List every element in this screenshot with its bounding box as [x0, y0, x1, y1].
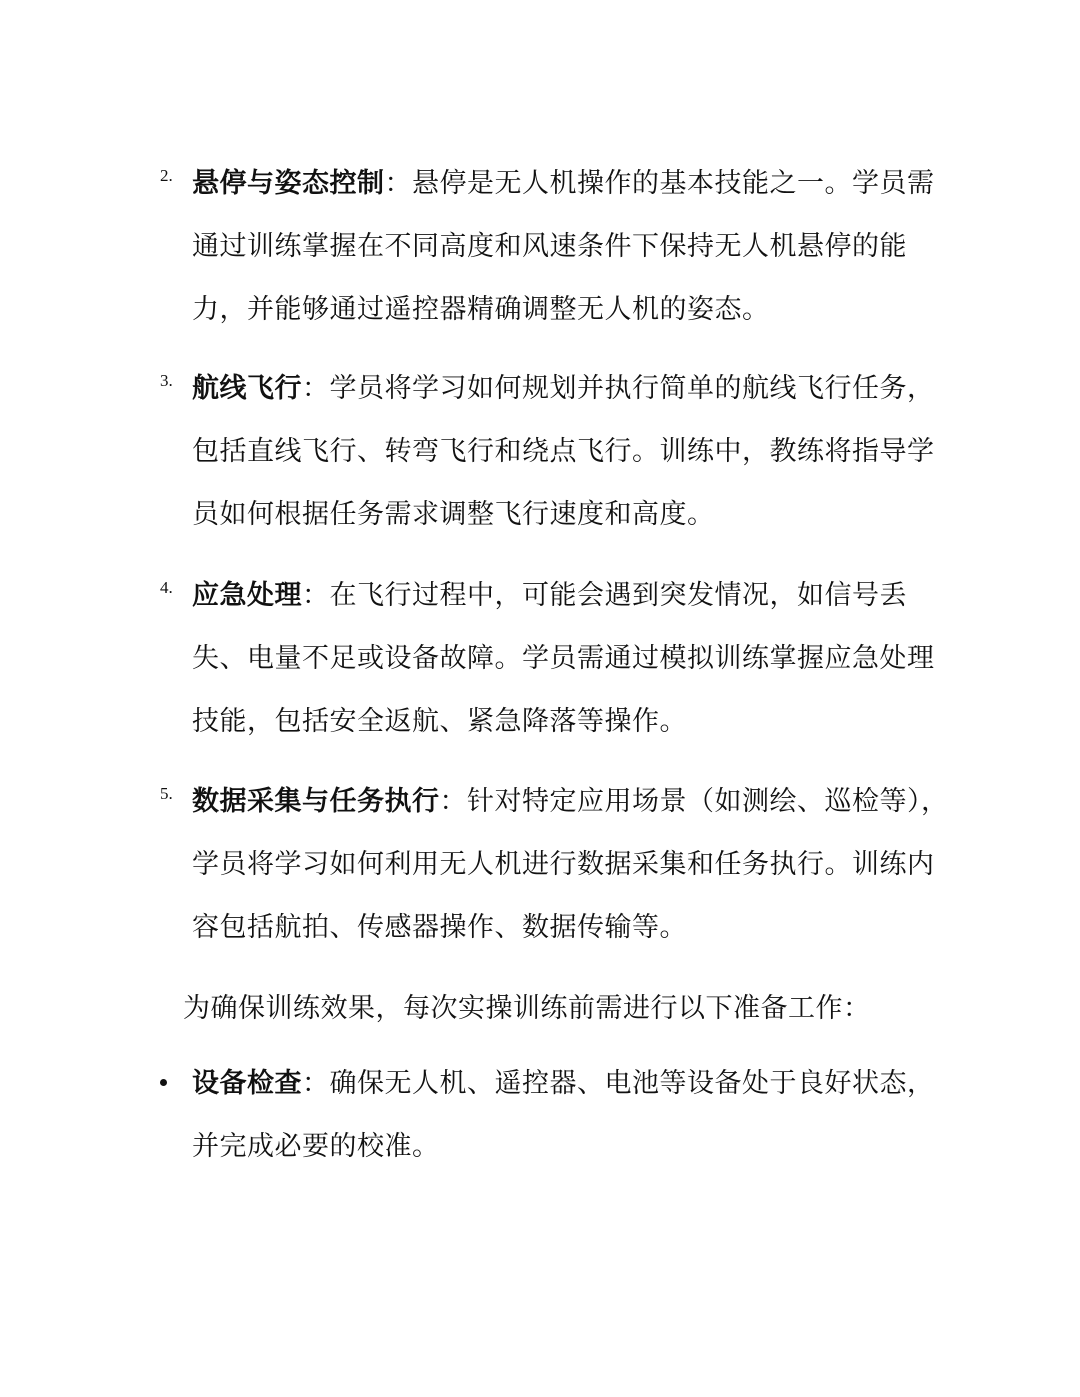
list-item-text	[192, 152, 957, 341]
item-description: 确保无人机、遥控器、电池等设备处于良好状态，并完成必要的校准。	[192, 1068, 935, 1162]
list-number: 2.	[160, 166, 173, 185]
item-separator: ：	[384, 168, 412, 199]
intro-paragraph: 为确保训练效果，每次实操训练前需进行以下准备工作：	[183, 993, 871, 1024]
item-term: 数据采集与任务执行	[192, 786, 440, 817]
item-separator: ：	[302, 580, 330, 611]
list-item-text	[192, 357, 957, 546]
item-term: 设备检查	[192, 1068, 302, 1099]
bullet-dot	[160, 1079, 167, 1086]
item-term: 应急处理	[192, 580, 302, 611]
item-separator: ：	[302, 1068, 330, 1099]
list-item-text	[192, 564, 957, 753]
list-item-text	[192, 770, 957, 959]
item-description: 学员将学习如何规划并执行简单的航线飞行任务，包括直线飞行、转弯飞行和绕点飞行。训练中，教练将指导学员如何根据任务需求调整飞行速度和高度。	[192, 373, 935, 530]
bullet-item-text	[192, 1052, 957, 1178]
list-number: 4.	[160, 578, 173, 597]
item-separator: ：	[302, 373, 330, 404]
item-description: 悬停是无人机操作的基本技能之一。学员需通过训练掌握在不同高度和风速条件下保持无人机悬停的能力，并能够通过遥控器精确调整无人机的姿态。	[192, 168, 935, 325]
item-description: 针对特定应用场景（如测绘、巡检等），学员将学习如何利用无人机进行数据采集和任务执行。训练内容包括航拍、传感器操作、数据传输等。	[192, 786, 949, 943]
item-separator: ：	[439, 786, 467, 817]
item-term: 悬停与姿态控制	[192, 168, 385, 199]
list-number: 5.	[160, 784, 173, 803]
item-description: 在飞行过程中，可能会遇到突发情况，如信号丢失、电量不足或设备故障。学员需通过模拟训练掌握应急处理技能，包括安全返航、紧急降落等操作。	[192, 580, 935, 737]
item-term: 航线飞行	[192, 373, 302, 404]
list-number: 3.	[160, 371, 173, 390]
